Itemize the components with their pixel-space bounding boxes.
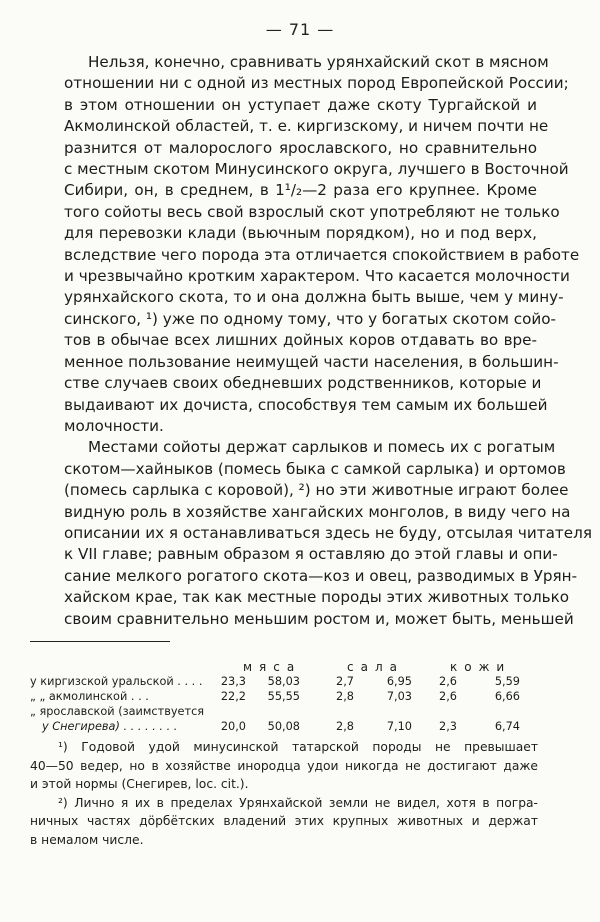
text-line: синского, ¹) уже по одному тому, что у богатых скотом сойо- bbox=[64, 309, 557, 328]
text-line: разнится от малорослого ярославского, но сравнительно bbox=[64, 138, 537, 157]
cell: 6,74 bbox=[494, 720, 520, 733]
column-header-hide: кожи bbox=[450, 660, 512, 674]
text-line: Акмолинской областей, т. е. киргизскому, и ничем почти не bbox=[64, 117, 549, 136]
text-line: тов в обычае всех лишних дойных коров отдавать во вре- bbox=[64, 331, 537, 350]
table-row bbox=[30, 705, 540, 720]
text-line: выдаивают их дочиста, способствуя тем самым их большей bbox=[64, 395, 548, 414]
text-line: Сибири, он, в среднем, в 1¹/₂—2 раза его крупнее. Кроме bbox=[64, 181, 537, 200]
text-line: описании их я останавливаться здесь не буду, отсылая читателя bbox=[64, 523, 592, 542]
text-line: с местным скотом Минусинского округа, лучшего в Восточной bbox=[64, 160, 569, 179]
row-label: у киргизской уральской . . . . bbox=[30, 675, 203, 688]
table-header-row bbox=[30, 660, 540, 675]
row-label: „ ярославской (заимствуется bbox=[30, 705, 205, 718]
cell: 5,59 bbox=[494, 675, 520, 688]
footnote-line: ¹) Годовой удой минусинской татарской породы не превышает bbox=[58, 740, 538, 754]
cell: 20,0 bbox=[220, 720, 246, 733]
text-line: к VII главе; равным образом я оставляю до этой главы и опи- bbox=[64, 545, 558, 564]
cell: 2,7 bbox=[336, 675, 354, 688]
cell: 2,3 bbox=[439, 720, 457, 733]
cell: 2,6 bbox=[439, 690, 457, 703]
table-row bbox=[30, 720, 540, 735]
cell: 2,8 bbox=[336, 690, 354, 703]
text-line: стве случаев своих обедневших родственников, которые и bbox=[64, 374, 542, 393]
text-line: того сойоты весь свой взрослый скот употребляют не только bbox=[64, 202, 560, 221]
text-line: хайском крае, так как местные породы этих животных только bbox=[64, 588, 570, 607]
table-row bbox=[30, 675, 540, 690]
footnote-line: в немалом числе. bbox=[30, 832, 144, 847]
cell: 7,03 bbox=[386, 690, 412, 703]
text-line: (помесь сарлыка с коровой), ²) но эти животные играют более bbox=[64, 481, 569, 500]
text-line: вследствие чего порода эта отличается спокойствием в работе bbox=[64, 245, 580, 264]
footnote-line: и этой нормы (Снегирев, loc. cit.). bbox=[30, 777, 249, 791]
cell: 58,03 bbox=[267, 675, 300, 688]
text-line: Местами сойоты держат сарлыков и помесь их с рогатым bbox=[88, 438, 556, 457]
text-line: отношении ни с одной из местных пород Европейской России; bbox=[64, 74, 569, 93]
column-header-meat: мяса bbox=[243, 660, 302, 674]
text-line: видную роль в хозяйстве хангайских монголов, в виду чего на bbox=[64, 502, 571, 521]
table-row bbox=[30, 690, 540, 705]
cell: 2,6 bbox=[439, 675, 457, 688]
footnote-line: 40—50 ведер, но в хозяйстве инородца удои никогда не достигают даже bbox=[30, 758, 538, 773]
cell: 22,2 bbox=[220, 690, 246, 703]
cell: 2,8 bbox=[336, 720, 354, 733]
text-line: в этом отношении он уступает даже скоту Тургайской и bbox=[64, 95, 537, 114]
cell: 23,3 bbox=[220, 675, 246, 688]
cell: 7,10 bbox=[386, 720, 412, 733]
page-number: — 71 — bbox=[265, 20, 335, 39]
text-line: Нельзя, конечно, сравнивать урянхайский скот в мясном bbox=[88, 53, 549, 71]
text-line: скотом—хайныков (помесь быка с самкой сарлыка) и ортомов bbox=[64, 459, 566, 478]
cell: 6,95 bbox=[386, 675, 412, 688]
text-line: менное пользование неимущей части населения, в большин- bbox=[64, 352, 559, 371]
footnote-divider bbox=[30, 641, 170, 642]
cell: 50,08 bbox=[267, 720, 300, 733]
text-line: и чрезвычайно кротким характером. Что касается молочности bbox=[64, 267, 570, 286]
text-line: своим сравнительно меньшим ростом и, может быть, меньшей bbox=[64, 609, 574, 628]
text-line: урянхайского скота, то и она должна быть выше, чем у мину- bbox=[64, 288, 564, 307]
main-text bbox=[64, 52, 592, 630]
text-line: сание мелкого рогатого скота—коз и овец, разводимых в Урян- bbox=[64, 566, 578, 585]
column-header-fat: сала bbox=[347, 660, 404, 674]
footnotes bbox=[30, 738, 538, 849]
yield-table bbox=[30, 660, 540, 735]
footnote-line: ничных частях дöрбётских владений этих крупных животных и держат bbox=[30, 814, 538, 828]
cell: 55,55 bbox=[267, 690, 300, 703]
footnote-line: ²) Лично я их в пределах Урянхайской земли не видел, хотя в погра- bbox=[58, 795, 538, 810]
text-line: для перевозки клади (вьючным порядком), но и под верх, bbox=[64, 224, 537, 243]
row-label: „ „ акмолинской . . . bbox=[30, 690, 149, 703]
row-label: у Снегирева) . . . . . . . . bbox=[42, 720, 178, 733]
text-line: молочности. bbox=[64, 416, 164, 435]
cell: 6,66 bbox=[494, 690, 520, 703]
